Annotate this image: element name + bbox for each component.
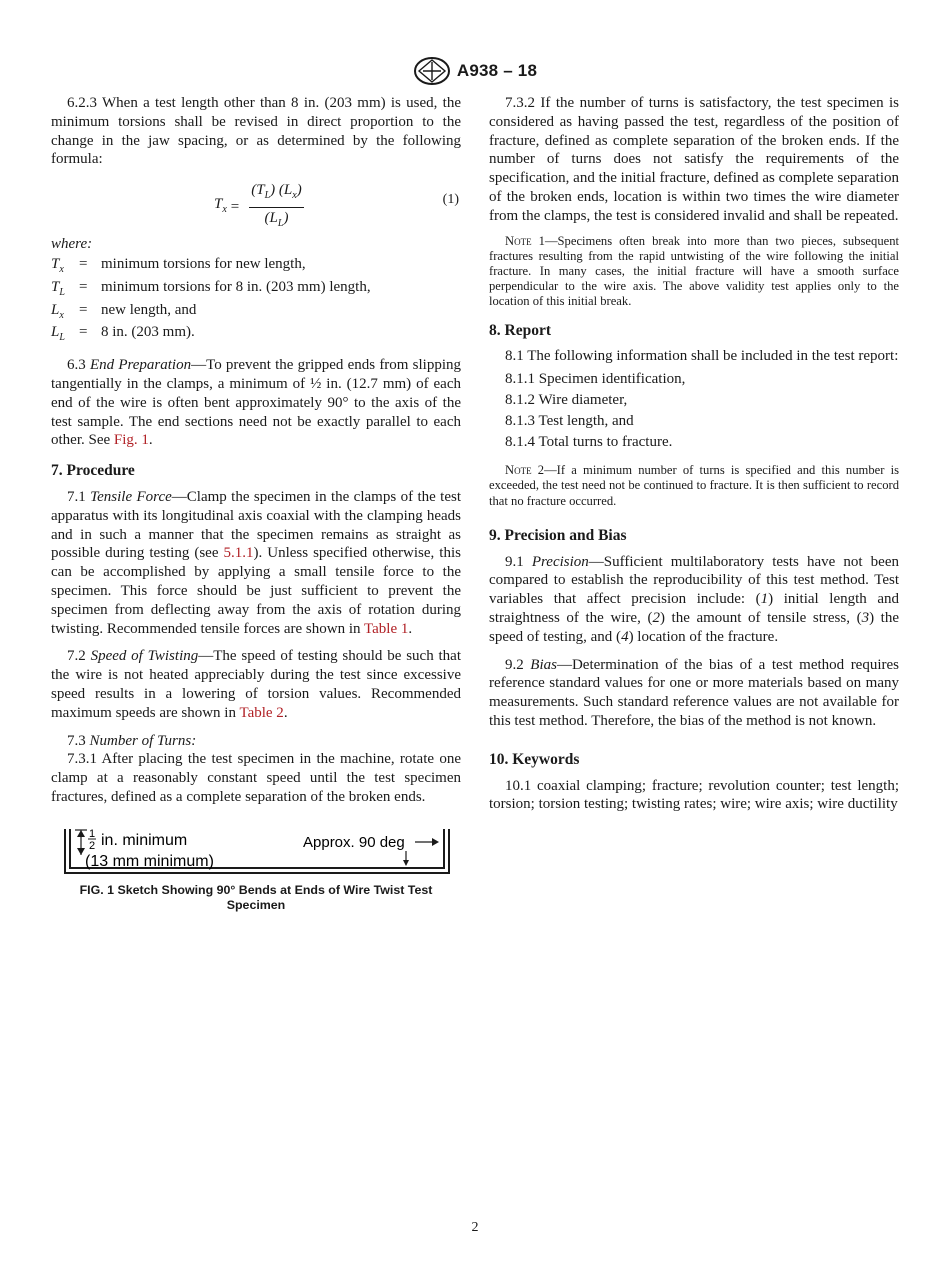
section-5-1-1-link[interactable]: 5.1.1 xyxy=(223,545,254,562)
document-code: A938 – 18 xyxy=(456,61,538,80)
heading-report: 8. Report xyxy=(489,321,551,339)
half-denominator: 2 xyxy=(89,839,96,852)
label-mm-minimum: (13 mm minimum) xyxy=(85,852,214,870)
note-2: Note 2—If a minimum number of turns is specified and this number is exceeded, the test need not be continued to fracture. It is then sufficient to record that no fracture occurred. xyxy=(489,463,899,508)
definition-row: $L_L$ = 8 in. (203 mm). xyxy=(51,324,195,344)
label-approx-90: Approx. 90 deg xyxy=(303,833,405,851)
definition-row: $L_x$ = new length, and xyxy=(51,301,197,321)
heading-procedure: 7. Procedure xyxy=(51,462,135,480)
definition-row: $T_x$ = minimum torsions for new length, xyxy=(51,255,306,275)
left-column xyxy=(51,94,461,917)
fig-1-link[interactable]: Fig. 1 xyxy=(113,432,149,449)
heading-keywords: 10. Keywords xyxy=(489,750,580,768)
bend-sketch-diagram xyxy=(61,825,453,881)
section-9-2: 9.2 Bias—Determination of the bias of a test method requires reference standard values for one or more materials based on many measurements. Such standard reference values are not available for this test method. Therefore, the bias of the method is not known. xyxy=(489,656,899,729)
note-1: Note 1—Specimens often break into more than two pieces, subsequent fractures resulting from the rapid untwisting of the wire following the initial fracture. In many cases, the initial fracture will have a smooth surface perpendicular to the wire axis. The above validity test applies only to the location of this initial break. xyxy=(489,233,899,309)
section-7-3-2: 7.3.2 If the number of turns is satisfactory, the test specimen is considered as having passed the test, regardless of the position of fracture, defined as complete separation of the broken ends. If the number of turns does not satisfy the requirements of the specification, and the initial fracture, defined as complete separation of the broken ends, location is within two times the wire diameter from the clamps, the test is considered invalid and shall be repeated. xyxy=(489,95,899,224)
list-item: 8.1.2 Wire diameter, xyxy=(505,392,628,409)
page-header xyxy=(0,56,950,86)
section-8-1: 8.1 The following information shall be included in the test report: xyxy=(505,348,899,365)
figure-caption: FIG. 1 Sketch Showing 90° Bends at Ends of Wire Twist Test Specimen xyxy=(79,882,433,913)
list-item: 8.1.4 Total turns to fracture. xyxy=(505,434,673,451)
section-9-1: 9.1 Precision—Sufficient multilaboratory tests have not been compared to establish the reproducibility of this test method. Test variables that affect precision include: (1) initial length and straightness of the wire, (2) the amount of tensile stress, (3) the speed of testing, and (4) location of the fracture. xyxy=(489,553,899,645)
section-6-2-3: 6.2.3 When a test length other than 8 in. (203 mm) is used, the minimum torsions shall be revised in direct proportion to the change in the jaw spacing, or as determined by the following formula: xyxy=(51,95,461,168)
dimension-arrow-up xyxy=(77,830,85,837)
approx-arrow-down xyxy=(403,860,409,866)
section-6-3: 6.3 End Preparation—To prevent the gripped ends from slipping tangentially in the clamps, a minimum of ½ in. (12.7 mm) of each end of the wire is often bent approximately 90° to the axis of the test sample. The end sections need not be exactly parallel to each other. See Fig. 1. xyxy=(51,357,462,449)
formula-lhs: $T_x$ xyxy=(214,196,227,216)
definition-row: $T_L$ = minimum torsions for 8 in. (203 mm) length, xyxy=(51,278,371,298)
dimension-arrow-down xyxy=(77,848,85,855)
report-items-list xyxy=(489,369,899,453)
astm-logo-icon xyxy=(413,56,451,86)
label-in-minimum: in. minimum xyxy=(101,831,188,849)
right-column xyxy=(489,94,899,814)
half-numerator: 1 xyxy=(89,827,96,840)
formula-fraction: $\frac{(T_L) (L_x)}{(L_L)}$ xyxy=(251,182,302,229)
section-10-1: 10.1 coaxial clamping; fracture; revolution counter; test length; torsion; torsion testing; twisting rates; wire; wire axis; wire ductility xyxy=(489,777,899,813)
page-number: 2 xyxy=(471,1220,479,1235)
section-7-3: 7.3 Number of Turns: xyxy=(67,732,197,749)
list-item: 8.1.1 Specimen identification, xyxy=(505,371,686,388)
section-7-2: 7.2 Speed of Twisting—The speed of testing should be such that the wire is not heated appreciably during the test since excessive speed results in a lowering of torsion values. Recommended maximum speeds are shown in Table 2. xyxy=(51,648,461,721)
figure-1 xyxy=(51,825,461,917)
variable-definitions xyxy=(51,256,461,347)
formula-equals: = xyxy=(230,199,240,216)
section-7-3-1: 7.3.1 After placing the test specimen in the machine, rotate one clamp at a reasonably constant speed until the test specimen fractures, defined as a complete separation of the broken ends. xyxy=(51,751,461,805)
table-1-link[interactable]: Table 1 xyxy=(364,620,409,637)
where-label: where: xyxy=(51,236,93,253)
table-2-link[interactable]: Table 2 xyxy=(239,704,284,721)
list-item: 8.1.3 Test length, and xyxy=(505,413,634,430)
equation-number: (1) xyxy=(442,192,459,208)
formula-1 xyxy=(51,179,461,231)
approx-arrow-right xyxy=(432,838,439,846)
section-7-1: 7.1 Tensile Force—Clamp the specimen in the clamps of the test apparatus with its longitudinal axis coaxial with the clamping heads and in such a manner that the specimen remains as straight as possible during testing (see 5.1.1). Unless specified otherwise, this can be accomplished by applying a small tensile force to the specimen. This force should be just sufficient to prevent the specimen from deflecting away from the axis of rotation during twisting. Recommended tensile forces are shown in Table 1. xyxy=(51,488,462,637)
heading-precision-bias: 9. Precision and Bias xyxy=(489,526,627,544)
